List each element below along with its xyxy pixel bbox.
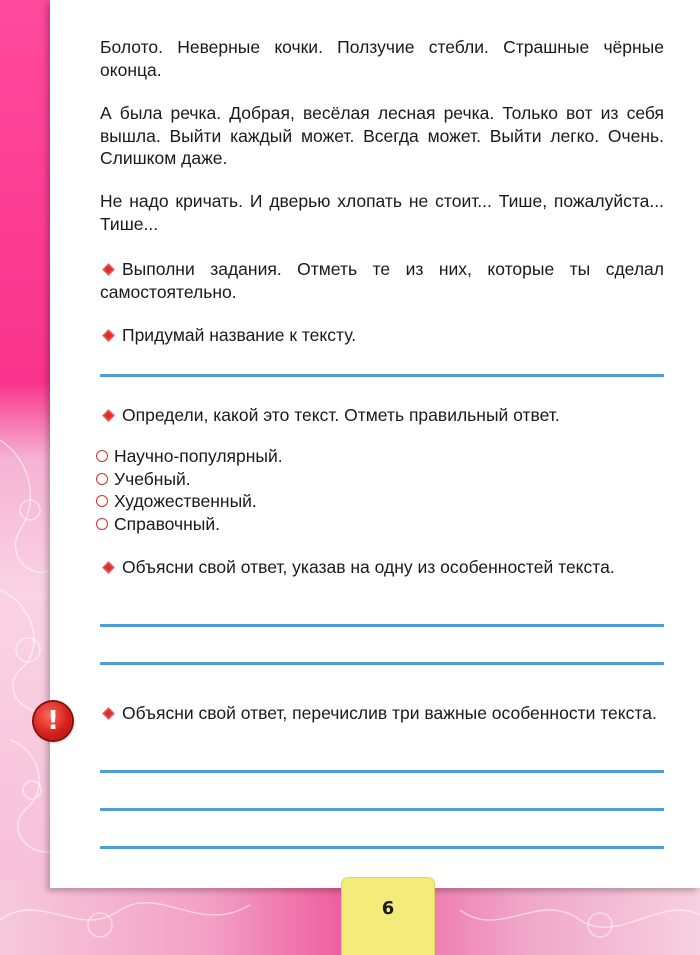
task-text-type-text: Определи, какой это текст. Отметь правильный ответ. — [122, 405, 560, 425]
option-label: Учебный. — [114, 468, 191, 489]
task-explain-three-text: Объясни свой ответ, перечислив три важные особенности текста. — [122, 703, 657, 723]
paragraph-swamp: Болото. Неверные кочки. Ползучие стебли. Страшные чёрные оконца. — [100, 37, 664, 80]
task-title-text: Придумай название к тексту. — [122, 325, 357, 345]
diamond-bullet-icon — [102, 707, 115, 720]
exclamation-icon: ! — [34, 702, 72, 740]
task-explain-three — [100, 702, 664, 725]
diamond-bullet-icon — [102, 263, 115, 276]
diamond-bullet-icon — [102, 561, 115, 574]
answer-line-features-2[interactable] — [100, 808, 664, 811]
task-title — [100, 324, 664, 347]
text-type-options — [96, 445, 283, 535]
option-label: Справочный. — [114, 513, 221, 534]
paragraph-quiet: Не надо кричать. И дверью хлопать не стоит... Тише, пожалуйста... Тише... — [100, 191, 664, 234]
option-label: Художественный. — [114, 491, 257, 511]
option-popular-science[interactable] — [96, 445, 283, 468]
page-number-tab — [342, 878, 434, 955]
task-explain-one — [100, 556, 664, 579]
answer-line-features-1[interactable] — [100, 770, 664, 773]
paragraph-river: А была речка. Добрая, весёлая лесная речка. Только вот из себя вышла. Выйти каждый может. Всегда может. Выйти легко. Очень. Слишком даже. — [100, 103, 664, 168]
option-educational[interactable] — [96, 468, 283, 491]
task-explain-one-text: Объясни свой ответ, указав на одну из особенностей текста. — [122, 557, 615, 577]
task-intro — [100, 258, 664, 303]
answer-line-explain-1[interactable] — [100, 624, 664, 627]
option-fiction[interactable] — [96, 490, 283, 513]
answer-line-features-3[interactable] — [100, 846, 664, 849]
task-text-type — [100, 404, 664, 427]
page-number: 6 — [381, 898, 395, 919]
option-label: Научно-популярный. — [114, 446, 283, 466]
task-intro-text: Выполни задания. Отметь те из них, которые ты сделал самостоятельно. — [100, 259, 664, 302]
answer-line-explain-2[interactable] — [100, 662, 664, 665]
diamond-bullet-icon — [102, 329, 115, 342]
radio-circle-icon[interactable] — [96, 518, 108, 530]
radio-circle-icon[interactable] — [96, 495, 108, 507]
radio-circle-icon[interactable] — [96, 450, 108, 462]
option-reference[interactable] — [96, 513, 283, 536]
radio-circle-icon[interactable] — [96, 473, 108, 485]
diamond-bullet-icon — [102, 409, 115, 422]
answer-line-title[interactable] — [100, 374, 664, 377]
